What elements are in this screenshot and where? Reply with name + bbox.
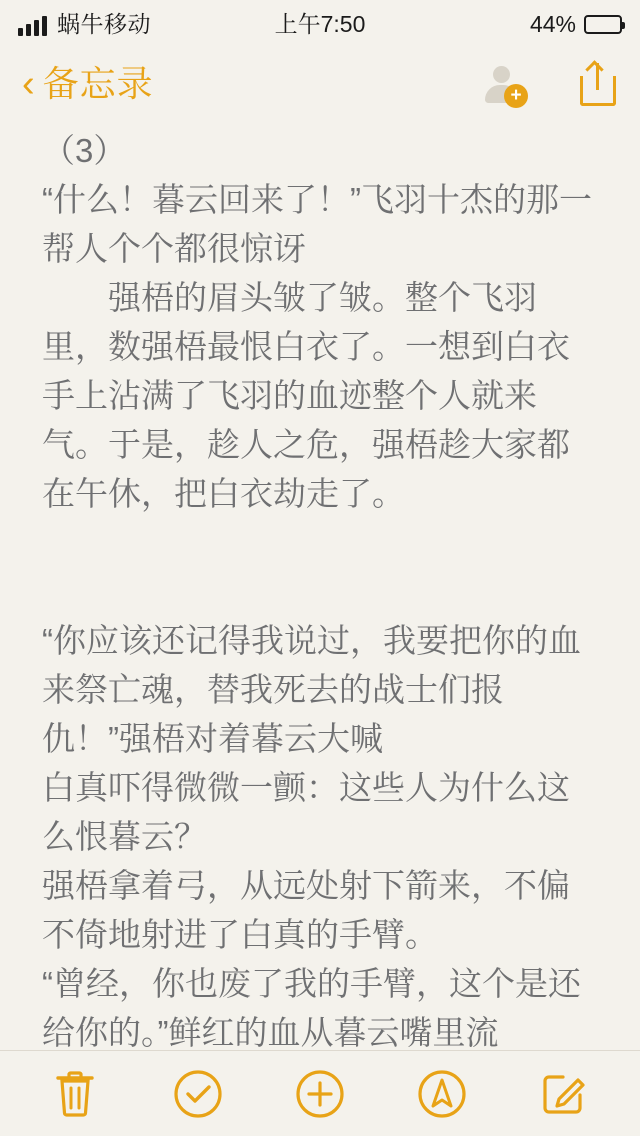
back-button-label: 备忘录 xyxy=(42,63,154,104)
share-icon[interactable] xyxy=(578,61,618,107)
add-person-head xyxy=(493,66,510,83)
note-paragraph: “什么！暮云回来了！”飞羽十杰的那一帮人个个都很惊讶 xyxy=(42,181,592,267)
note-paragraph: （3） xyxy=(42,132,127,169)
battery-icon xyxy=(584,15,622,34)
note-paragraph: “曾经，你也废了我的手臂，这个是还给你的。”鲜红的血从暮云嘴里流 xyxy=(42,965,581,1050)
note-blank-space xyxy=(42,518,598,616)
compose-button[interactable] xyxy=(533,1062,597,1126)
note-text-area[interactable] xyxy=(0,120,640,1050)
add-person-plus-badge: + xyxy=(504,84,528,108)
note-paragraph: 强梧拿着弓，从远处射下箭来，不偏不倚地射进了白真的手臂。 xyxy=(42,867,570,953)
note-paragraph: 白真吓得微微一颤：这些人为什么这么恨暮云？ xyxy=(42,769,570,855)
markup-button[interactable] xyxy=(410,1062,474,1126)
add-button[interactable] xyxy=(288,1062,352,1126)
add-person-icon[interactable] xyxy=(480,62,524,106)
status-bar xyxy=(0,0,640,48)
status-bar-right xyxy=(530,11,622,38)
check-circle-icon xyxy=(173,1069,223,1119)
status-bar-clock: 上午7:50 xyxy=(274,11,366,37)
carrier-label: 蜗牛移动 xyxy=(57,10,151,37)
trash-icon xyxy=(55,1071,95,1117)
navigation-bar-actions xyxy=(480,61,618,107)
delete-button[interactable] xyxy=(43,1062,107,1126)
chevron-left-icon: ‹ xyxy=(22,63,35,105)
checklist-button[interactable] xyxy=(166,1062,230,1126)
status-bar-left xyxy=(18,10,151,37)
note-paragraph: “你应该还记得我说过，我要把你的血来祭亡魂，替我死去的战士们报仇！”强梧对着暮云大喊 xyxy=(42,622,581,757)
back-button[interactable] xyxy=(22,65,154,103)
note-paragraph: 强梧的眉头皱了皱。整个飞羽里，数强梧最恨白衣了。一想到白衣手上沾满了飞羽的血迹整个人就来气。于是，趁人之危，强梧趁大家都在午休，把白衣劫走了。 xyxy=(42,279,570,512)
signal-strength-icon xyxy=(18,16,47,36)
compose-icon xyxy=(541,1070,589,1118)
bottom-toolbar xyxy=(0,1050,640,1136)
navigation-bar xyxy=(0,48,640,120)
plus-circle-icon xyxy=(295,1069,345,1119)
markup-circle-icon xyxy=(417,1069,467,1119)
battery-percent-label: 44% xyxy=(529,10,576,37)
